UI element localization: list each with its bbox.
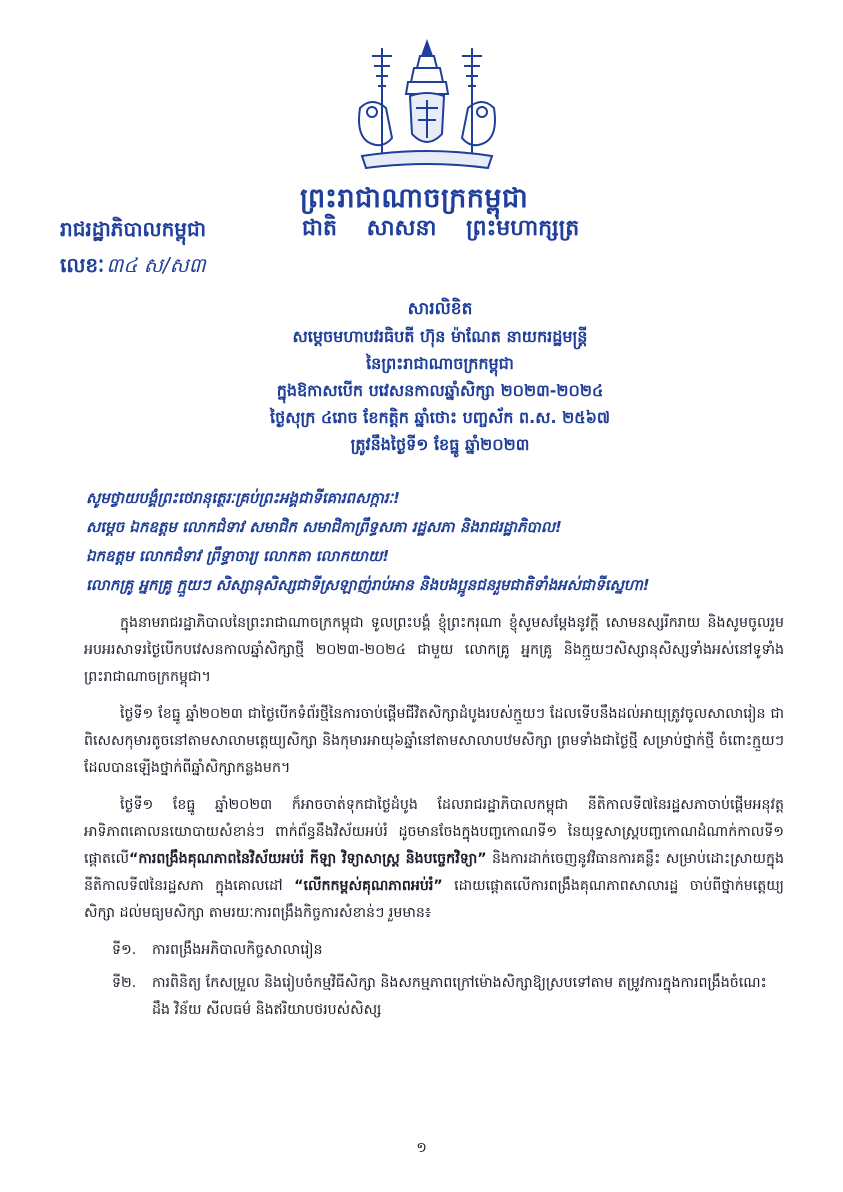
list-item-number: ទី១. — [112, 942, 137, 958]
paragraph-2: ថ្ងៃទី១ ខែធ្នូ ឆ្នាំ២០២៣ ជាថ្ងៃបើកទំព័រថ្មីនៃការចាប់ផ្ដើមជីវិតសិក្សាដំបូងរបស់ក្មួយៗ ដែលទើបនឹងដល់អាយុត្រូវចូលសាលារៀន ជាពិសេសកុមារតូចនៅតាមសាលាមត្តេយ្យសិក្សា និងកុមារអាយុ៦ឆ្នាំនៅតាមសាលាបឋមសិក្សា ព្រមទាំងជាថ្ងៃថ្មី សម្រាប់ថ្នាក់ថ្មី ចំពោះក្មួយៗដែលបានឡើងថ្នាក់ពីឆ្នាំសិក្សាកន្លងមក។ — [84, 706, 784, 776]
reference-value: ៣៤ ស/ស៣ — [106, 253, 206, 277]
list-item-text: ការពិនិត្យ កែសម្រួល និងរៀបចំកម្មវិធីសិក្សា និងសកម្មភាពក្រៅម៉ោងសិក្សាឱ្យស្របទៅតាម តម្រូវការក្នុងការពង្រឹងចំណេះដឹង វិន័យ សីលធម៌ និងឥរិយាបថរបស់សិស្ស — [152, 975, 767, 1018]
reference-label: លេខៈ — [60, 253, 105, 277]
title-line-3: នៃព្រះរាជាណាចក្រកម្ពុជា — [366, 354, 514, 373]
motto-religion: សាសនា — [366, 216, 437, 241]
motto-nation: ជាតិ — [302, 216, 337, 241]
highlight-quote-2: “លើកកម្ពស់គុណភាពអប់រំ” — [294, 878, 443, 894]
government-name: រាជរដ្ឋាភិបាលកម្ពុជា — [60, 217, 206, 241]
motto-king: ព្រះមហាក្សត្រ — [466, 216, 580, 241]
list-item-number: ទី២. — [112, 975, 137, 991]
priority-list — [84, 937, 784, 1024]
page-number: ១ — [416, 1140, 427, 1156]
title-line-5: ថ្ងៃសុក្រ ៤រោច ខែកត្តិក ឆ្នាំថោះ បញ្ចស័ក ព.ស. ២៥៦៧ — [269, 408, 611, 427]
title-line-6: ត្រូវនឹងថ្ងៃទី១ ខែធ្នូ ឆ្នាំ២០២៣ — [350, 435, 530, 454]
salutation-line: សូមថ្វាយបង្គំព្រះថេរានុត្ថេរៈគ្រប់ព្រះអង្គជាទីគោរពសក្ការៈ! — [86, 489, 400, 507]
royal-coat-of-arms-emblem — [342, 38, 512, 178]
salutation-line: ឯកឧត្តម លោកជំទាវ ព្រឹទ្ធាចារ្យ លោកតា លោកយាយ! — [86, 547, 390, 565]
list-item-text: ការពង្រឹងអភិបាលកិច្ចសាលារៀន — [152, 942, 323, 958]
title-line-4: ក្នុងឱកាសបើក បវេសនកាលឆ្នាំសិក្សា ២០២៣-២០២៤ — [276, 381, 604, 400]
paragraph-3-text: និងការដាក់ចេញនូវវិធានការគន្លឹះ សម្រាប់ដោះស្រាយក្នុងនីតិកាលទី៧នៃរដ្ឋសភា ក្នុងគោលដៅ — [84, 851, 784, 894]
paragraph-3-text: ដោយផ្ដោតលើការពង្រឹងគុណភាពសាលារដ្ឋ ចាប់ពីថ្នាក់មត្តេយ្យសិក្សា ដល់មធ្យមសិក្សា តាមរយៈការពង្រឹងកិច្ចការសំខាន់ៗ រួមមាន៖ — [84, 878, 784, 921]
letter-title-block — [120, 296, 760, 458]
list-item — [84, 970, 784, 1024]
title-line-1: សារលិខិត — [407, 299, 473, 319]
list-item — [84, 937, 784, 964]
salutation-line: សម្ដេច ឯកឧត្តម លោកជំទាវ សមាជិក សមាជិកាព្រឹទ្ធសភា រដ្ឋសភា និងរាជរដ្ឋាភិបាល! — [86, 518, 562, 536]
salutations — [86, 484, 786, 600]
highlight-quote-1: “ការពង្រឹងគុណភាពនៃវិស័យអប់រំ កីឡា វិទ្យាសាស្ត្រ និងបច្ចេកវិទ្យា” — [129, 851, 487, 867]
kingdom-title: ព្រះរាជាណាចក្រកម្ពុជា — [300, 183, 529, 214]
salutation-line: លោកគ្រូ អ្នកគ្រូ ក្មួយៗ សិស្សានុសិស្សជាទីស្រឡាញ់រាប់អាន និងបងប្អូនជនរួមជាតិទាំងអស់ជាទីស្នេហា! — [86, 576, 650, 594]
letter-body — [84, 610, 784, 1024]
reference-number — [60, 252, 206, 282]
paragraph-1: ក្នុងនាមរាជរដ្ឋាភិបាលនៃព្រះរាជាណាចក្រកម្ពុជា ទូលព្រះបង្គំ ខ្ញុំព្រះករុណា ខ្ញុំសូមសម្ដែងនូវក្ដី សោមនស្សរីករាយ និងសូមចូលរួមអបអរសាទរថ្ងៃបើកបវេសនកាលឆ្នាំសិក្សាថ្មី ២០២៣-២០២៤ ជាមួយ លោកគ្រូ អ្នកគ្រូ និងក្មួយៗសិស្សានុសិស្សទាំងអស់នៅទូទាំងព្រះរាជាណាចក្រកម្ពុជា។ — [84, 615, 784, 685]
national-motto — [302, 214, 601, 246]
paragraph-3-text: ថ្ងៃទី១ ខែធ្នូ ឆ្នាំ២០២៣ ក៏អាចចាត់ទុកជាថ្ងៃដំបូង ដែលរាជរដ្ឋាភិបាលកម្ពុជា នីតិកាលទី៧នៃរដ្ឋសភាចាប់ផ្ដើមអនុវត្តអាទិភាពគោលនយោបាយសំខាន់ៗ ពាក់ព័ន្ធនឹងវិស័យអប់រំ ដូចមានចែងក្នុងបញ្ចកោណទី១ នៃយុទ្ធសាស្ត្របញ្ចកោណដំណាក់កាលទី១ ផ្ដោតលើ — [84, 797, 784, 867]
title-line-2: សម្ដេចមហាបវរធិបតី ហ៊ុន ម៉ាណែត នាយករដ្ឋមន្ត្រី — [292, 327, 588, 346]
paragraph-3 — [84, 792, 784, 927]
